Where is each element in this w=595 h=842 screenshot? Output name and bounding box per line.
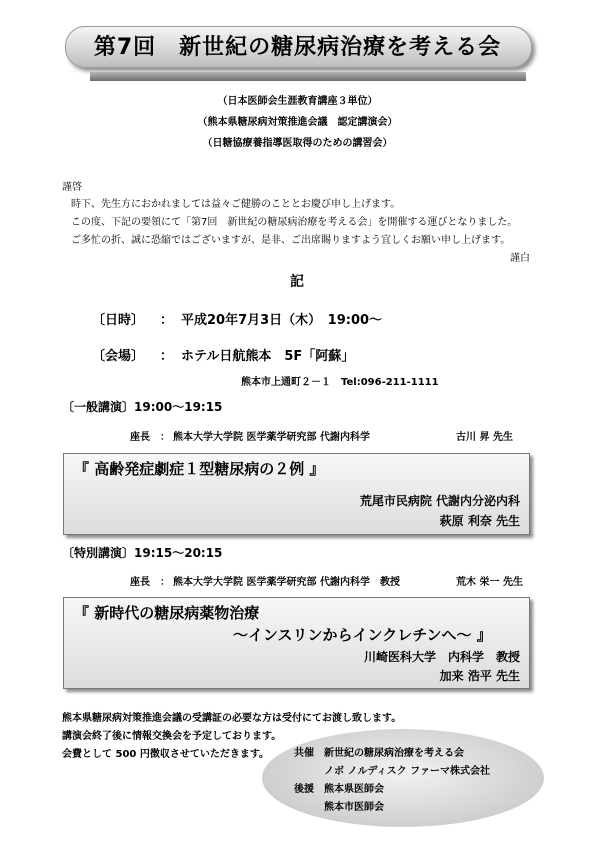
chair-name: 荒木 栄一 先生 (456, 577, 523, 588)
cohost-name: 新世紀の糖尿病治療を考える会 (324, 748, 464, 759)
special-lecture-speaker-affiliation: 川崎医科大学 内科学 教授 (363, 650, 520, 664)
special-lecture-header (62, 544, 222, 561)
chair-sep: ： (160, 432, 170, 443)
letter-line: この度、下記の要領にて「第7回 新世紀の糖尿病治療を考える会」を開催する運びとなりました。 (71, 217, 518, 228)
title-underline (90, 72, 526, 81)
letter-opening: 謹啓 (62, 182, 82, 193)
general-lecture-speaker-affiliation: 荒尾市民病院 代謝内分泌内科 (359, 494, 520, 508)
page-title: 第7回 新世紀の糖尿病治療を考える会 (93, 35, 502, 60)
support-label: 後援 (294, 784, 314, 795)
credit-line: （熊本県糖尿病対策推進会議 認定講演会） (197, 117, 398, 128)
general-lecture-speaker-name: 萩原 利奈 先生 (439, 514, 520, 528)
venue-address: 熊本市上通町２－１ Tel:096-211-1111 (241, 377, 439, 388)
venue-sep: ： (160, 349, 174, 364)
chair-name: 古川 昇 先生 (456, 432, 513, 443)
general-lecture-time: 19:00～19:15 (134, 400, 223, 414)
special-lecture-title-line1: 『 新時代の糖尿病薬物治療 (74, 604, 260, 622)
chair-affiliation: 熊本大学大学院 医学薬学研究部 代謝内科学 教授 (173, 577, 400, 588)
letter-line: 時下、先生方におかれましては益々ご健勝のこととお慶び申し上げます。 (71, 199, 401, 210)
venue-value: ホテル日航熊本 5F「阿蘇」 (181, 349, 355, 364)
cohost-name: ノボ ノルディスク ファーマ株式会社 (324, 766, 490, 777)
support-name: 熊本市医師会 (324, 802, 384, 813)
chair-label: 座長 (130, 577, 150, 588)
ki-heading: 記 (290, 274, 304, 290)
datetime-label: 〔日時〕 (92, 313, 145, 328)
credit-line: （日糖協療養指導医取得のための講習会） (202, 138, 393, 149)
special-lecture-time: 19:15～20:15 (134, 546, 223, 560)
general-lecture-title: 『 高齢発症劇症１型糖尿病の２例 』 (74, 460, 325, 478)
datetime-sep: ： (160, 313, 174, 328)
special-lecture-speaker-name: 加来 浩平 先生 (439, 669, 520, 683)
cohost-label: 共催 (294, 748, 314, 759)
special-lecture-label: 〔特別講演〕 (62, 546, 135, 560)
special-lecture-title-line2: ～インスリンからインクレチンへ～ 』 (233, 626, 492, 644)
credit-line: （日本医師会生涯教育講座３単位） (217, 96, 378, 107)
support-name: 熊本県医師会 (324, 784, 384, 795)
note-line: 会費として 500 円徴収させていただきます。 (62, 749, 270, 760)
letter-line: ご多忙の折、誠に恐縮ではございますが、是非、ご出席賜りますよう宜しくお願い申し上げます。 (71, 235, 511, 246)
chair-sep: ： (160, 577, 170, 588)
datetime-value: 平成20年7月3日（木） 19:00～ (181, 313, 383, 328)
letter-closing: 謹白 (510, 253, 530, 264)
general-lecture-header (62, 398, 222, 415)
note-line: 熊本県糖尿病対策推進会議の受講証の必要な方は受付にてお渡し致します。 (62, 713, 402, 724)
general-lecture-label: 〔一般講演〕 (62, 400, 135, 414)
chair-affiliation: 熊本大学大学院 医学薬学研究部 代謝内科学 (173, 432, 370, 443)
note-line: 講演会終了後に情報交換会を予定しております。 (62, 731, 282, 742)
chair-label: 座長 (130, 432, 150, 443)
venue-label: 〔会場〕 (92, 349, 145, 364)
